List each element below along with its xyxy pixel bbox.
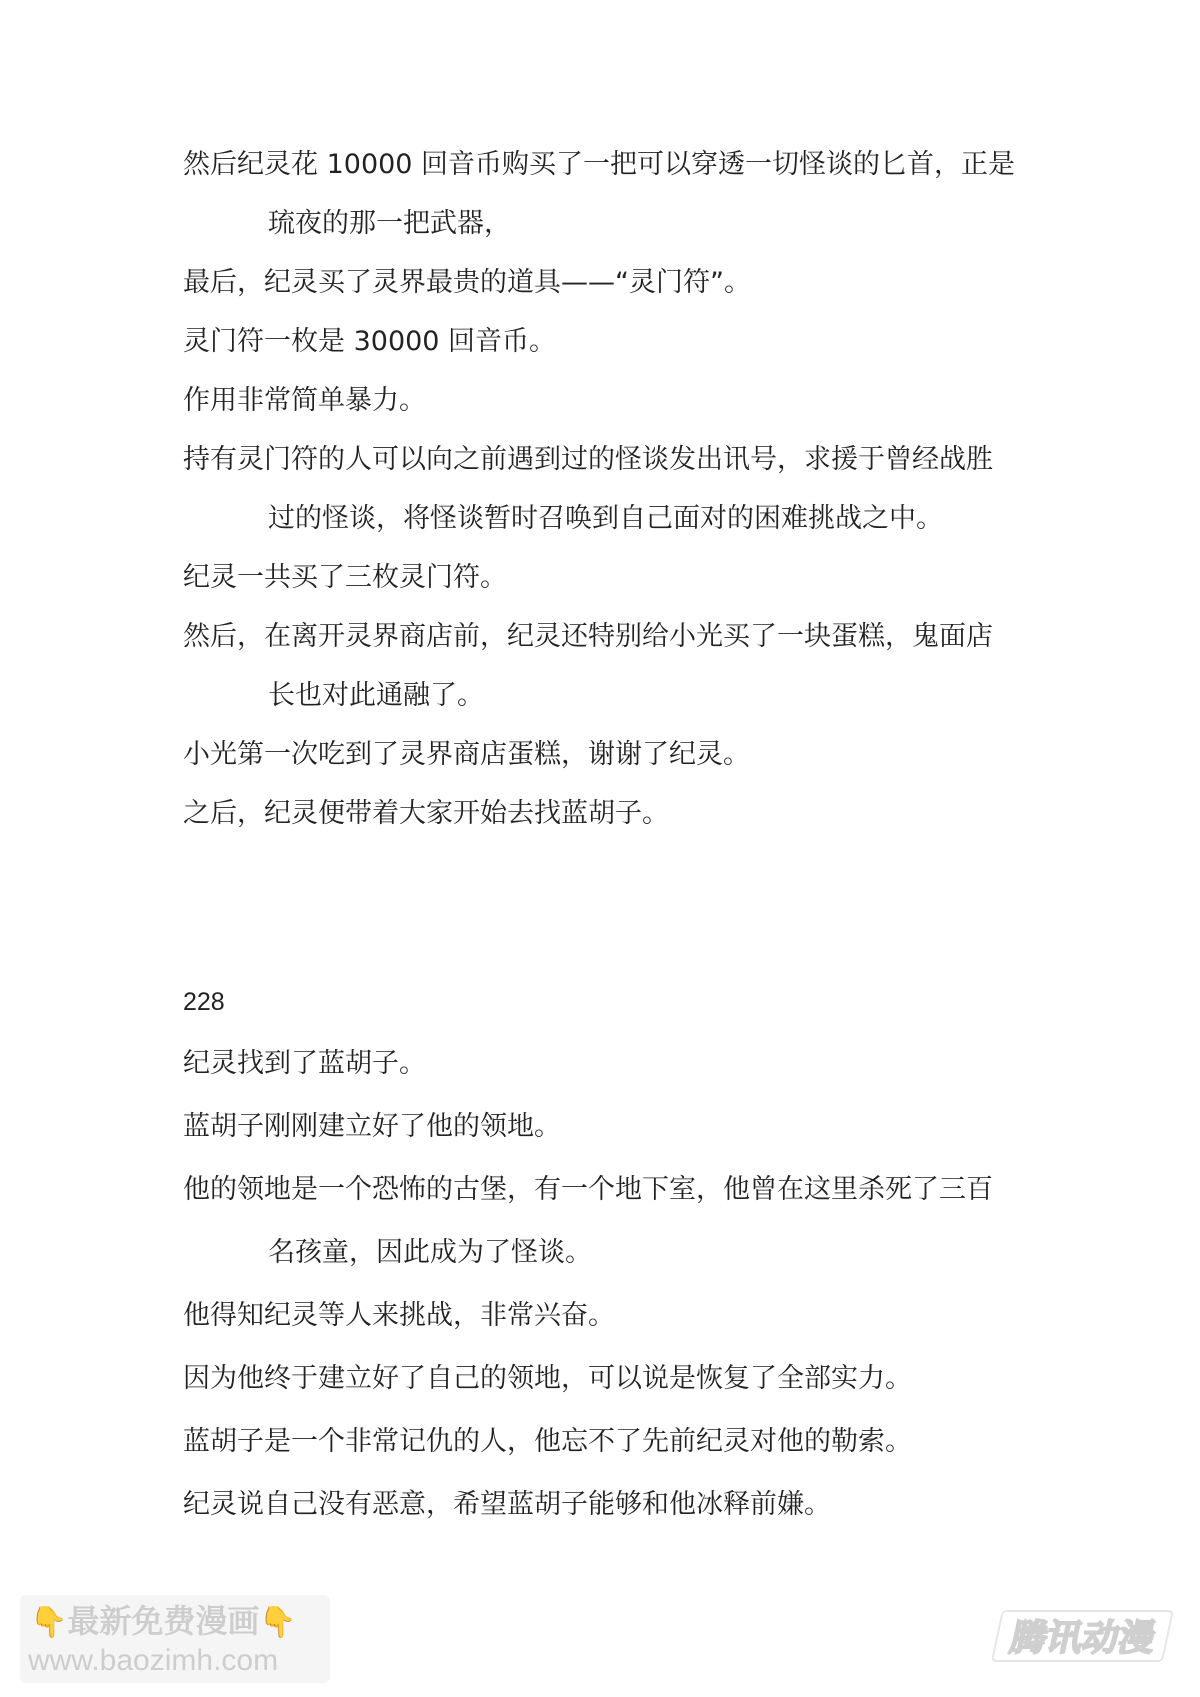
text-line: 蓝胡子刚刚建立好了他的领地。 [183, 1111, 561, 1142]
site-watermark[interactable] [20, 1595, 330, 1683]
watermark-title-row [30, 1601, 297, 1643]
text-line: 灵门符一枚是 30000 回音币。 [183, 326, 557, 357]
publisher-logo [990, 1605, 1180, 1667]
text-line: 之后，纪灵便带着大家开始去找蓝胡子。 [183, 798, 669, 829]
text-line: 最后，纪灵买了灵界最贵的道具——“灵门符”。 [183, 267, 751, 298]
text-line: 过的怪谈，将怪谈暂时召唤到自己面对的困难挑战之中。 [268, 503, 943, 534]
text-line: 纪灵找到了蓝胡子。 [183, 1048, 426, 1079]
text-line: 他的领地是一个恐怖的古堡，有一个地下室，他曾在这里杀死了三百 [183, 1174, 993, 1205]
watermark-title: 最新免费漫画 [67, 1602, 260, 1640]
text-line: 然后，在离开灵界商店前，纪灵还特别给小光买了一块蛋糕，鬼面店 [183, 621, 993, 652]
text-line: 名孩童，因此成为了怪谈。 [268, 1237, 592, 1268]
logo-graphic [990, 1605, 1180, 1667]
text-line: 长也对此通融了。 [268, 680, 484, 711]
pointing-down-hand-icon: 👇 [30, 1605, 68, 1640]
chapter-number: 228 [183, 988, 225, 1016]
text-line: 然后纪灵花 10000 回音币购买了一把可以穿透一切怪谈的匕首，正是 [183, 149, 1016, 180]
text-line: 小光第一次吃到了灵界商店蛋糕，谢谢了纪灵。 [183, 739, 750, 770]
text-line: 持有灵门符的人可以向之前遇到过的怪谈发出讯号，求援于曾经战胜 [183, 444, 993, 475]
pointing-down-hand-icon: 👇 [259, 1605, 297, 1640]
logo-text: 腾讯动漫 [1006, 1616, 1160, 1659]
text-line: 作用非常简单暴力。 [183, 385, 426, 416]
text-line: 蓝胡子是一个非常记仇的人，他忘不了先前纪灵对他的勒索。 [183, 1426, 912, 1457]
text-line: 他得知纪灵等人来挑战，非常兴奋。 [183, 1300, 615, 1331]
text-line: 纪灵说自己没有恶意，希望蓝胡子能够和他冰释前嫌。 [183, 1489, 831, 1520]
watermark-url: www.baozimh.com [28, 1644, 279, 1677]
text-line: 琉夜的那一把武器， [268, 208, 511, 239]
text-line: 纪灵一共买了三枚灵门符。 [183, 562, 507, 593]
text-line: 因为他终于建立好了自己的领地，可以说是恢复了全部实力。 [183, 1363, 912, 1394]
